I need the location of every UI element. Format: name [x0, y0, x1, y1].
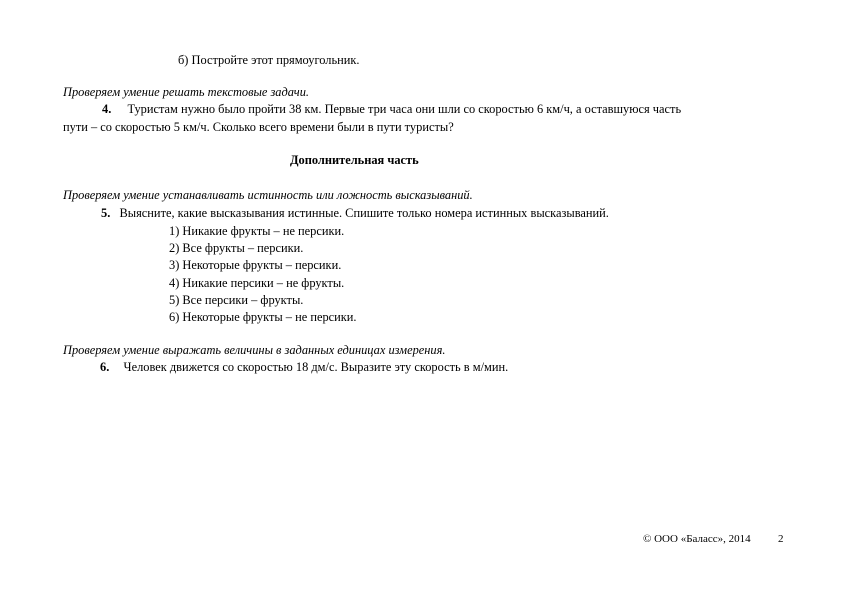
task5-line	[101, 206, 609, 220]
task5-item-4: 4) Никакие персики – не фрукты.	[169, 276, 345, 290]
task6-line	[100, 360, 508, 374]
task5-item-1: 1) Никакие фрукты – не персики.	[169, 224, 345, 238]
task4-number: 4.	[102, 102, 112, 116]
task3-part-b: б) Постройте этот прямоугольник.	[178, 53, 360, 67]
task4-text-line1: Туристам нужно было пройти 38 км. Первые три часа они шли со скоростью 6 км/ч, а оставшуюся часть	[127, 102, 682, 116]
footer-copyright: © ООО «Баласс», 2014	[643, 533, 751, 545]
task5-number: 5.	[101, 206, 111, 220]
task5-item-6: 6) Некоторые фрукты – не персики.	[169, 310, 357, 324]
task6-text: Человек движется со скоростью 18 дм/с. Выразите эту скорость в м/мин.	[123, 360, 509, 374]
task6-number: 6.	[100, 360, 110, 374]
task5-item-3: 3) Некоторые фрукты – персики.	[169, 258, 342, 272]
section-heading-units: Проверяем умение выражать величины в заданных единицах измерения.	[63, 343, 446, 357]
task4-text-line2: пути – со скоростью 5 км/ч. Сколько всего времени были в пути туристы?	[63, 120, 454, 134]
task5-item-5: 5) Все персики – фрукты.	[169, 293, 304, 307]
section-heading-word-problems: Проверяем умение решать текстовые задачи.	[63, 85, 309, 99]
page-number: 2	[778, 533, 784, 545]
task4-line1	[102, 102, 681, 116]
task5-text: Выясните, какие высказывания истинные. Спишите только номера истинных высказываний.	[119, 206, 609, 220]
extra-part-title: Дополнительная часть	[290, 153, 419, 167]
task5-item-2: 2) Все фрукты – персики.	[169, 241, 304, 255]
section-heading-truth: Проверяем умение устанавливать истинность или ложность высказываний.	[63, 188, 473, 202]
